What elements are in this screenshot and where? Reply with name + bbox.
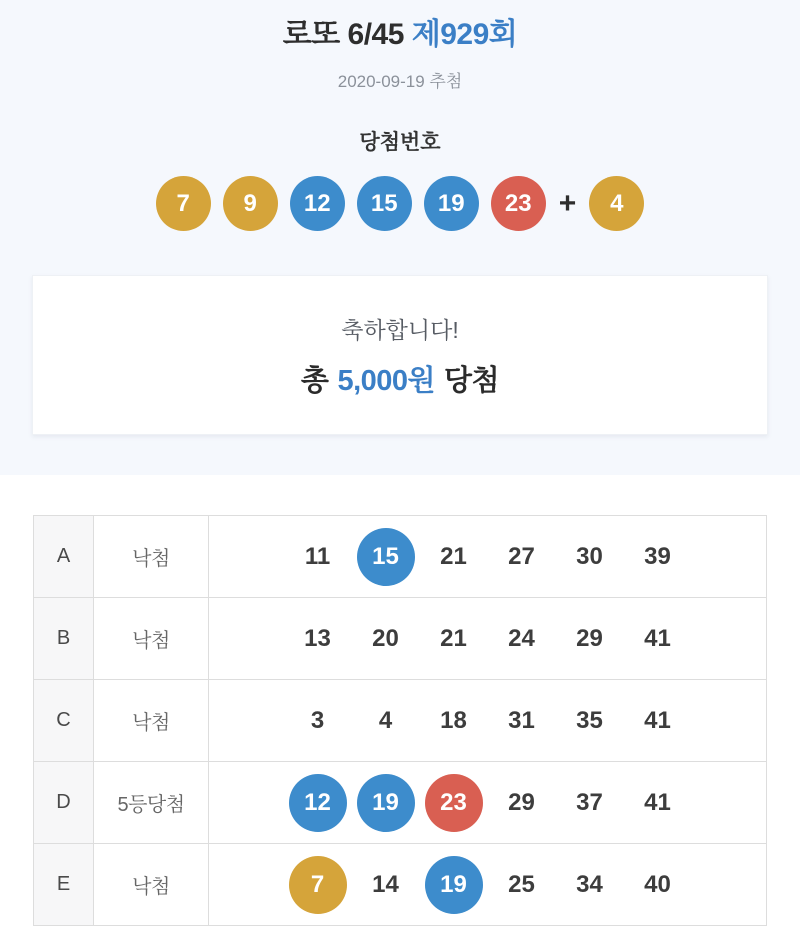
games-table-section: [0, 475, 800, 926]
game-number: 23: [425, 774, 483, 832]
bonus-ball: 4: [589, 176, 644, 231]
winning-ball-1: 7: [156, 176, 211, 231]
game-number: 14: [372, 870, 399, 898]
game-number: 41: [644, 624, 671, 652]
game-number: 21: [440, 542, 467, 570]
game-number: 20: [372, 624, 399, 652]
game-number: 40: [644, 870, 671, 898]
prize-amount: 5,000원: [337, 364, 436, 397]
game-number: 24: [508, 624, 535, 652]
winning-ball-4: 15: [357, 176, 412, 231]
table-row-c: [34, 680, 767, 762]
winning-ball-3: 12: [290, 176, 345, 231]
draw-date: 2020-09-19 추첨: [337, 72, 463, 91]
game-numbers: [209, 774, 766, 832]
plus-icon: +: [558, 186, 577, 220]
game-status: 낙첨: [94, 680, 209, 762]
game-letter: B: [34, 598, 94, 680]
game-number: 27: [508, 542, 535, 570]
game-number: 31: [508, 706, 535, 734]
game-numbers: [209, 692, 766, 750]
game-number: 37: [576, 788, 603, 816]
page-title: [0, 16, 800, 54]
game-letter: D: [34, 762, 94, 844]
winning-numbers-label: 당첨번호: [359, 131, 441, 154]
lotto-title-text: 로또 6/45: [282, 18, 404, 51]
game-status: 5등당첨: [94, 762, 209, 844]
game-numbers: [209, 856, 766, 914]
result-card: [32, 275, 768, 435]
games-table: [33, 515, 767, 926]
game-number: 13: [304, 624, 331, 652]
prize-prefix: 총: [300, 364, 329, 397]
game-number: 34: [576, 870, 603, 898]
table-row-a: [34, 516, 767, 598]
congrats-message: 축하합니다!: [341, 316, 459, 343]
game-number: 11: [304, 542, 331, 570]
game-number: 21: [440, 624, 467, 652]
table-row-b: [34, 598, 767, 680]
game-number: 25: [508, 870, 535, 898]
game-status: 낙첨: [94, 516, 209, 598]
game-letter: E: [34, 844, 94, 926]
game-number: 41: [644, 788, 671, 816]
game-number: 19: [357, 774, 415, 832]
game-number: 19: [425, 856, 483, 914]
game-number: 29: [576, 624, 603, 652]
game-number: 41: [644, 706, 671, 734]
winning-numbers-row: [0, 176, 800, 231]
draw-round-number: 제929회: [411, 18, 518, 51]
game-number: 30: [576, 542, 603, 570]
game-number: 39: [644, 542, 671, 570]
game-number: 3: [310, 706, 325, 734]
game-numbers: [209, 610, 766, 668]
game-status: 낙첨: [94, 844, 209, 926]
total-prize-line: [301, 358, 499, 399]
game-status: 낙첨: [94, 598, 209, 680]
game-number: 35: [576, 706, 603, 734]
game-letter: C: [34, 680, 94, 762]
game-number: 18: [440, 706, 467, 734]
table-row-d: [34, 762, 767, 844]
winning-ball-5: 19: [424, 176, 479, 231]
game-number: 15: [357, 528, 415, 586]
winning-ball-6: 23: [491, 176, 546, 231]
game-letter: A: [34, 516, 94, 598]
game-number: 29: [508, 788, 535, 816]
prize-suffix: 당첨: [444, 364, 500, 397]
game-number: 4: [378, 706, 393, 734]
winning-ball-2: 9: [223, 176, 278, 231]
game-number: 7: [289, 856, 347, 914]
game-numbers: [209, 528, 766, 586]
table-row-e: [34, 844, 767, 926]
game-number: 12: [289, 774, 347, 832]
